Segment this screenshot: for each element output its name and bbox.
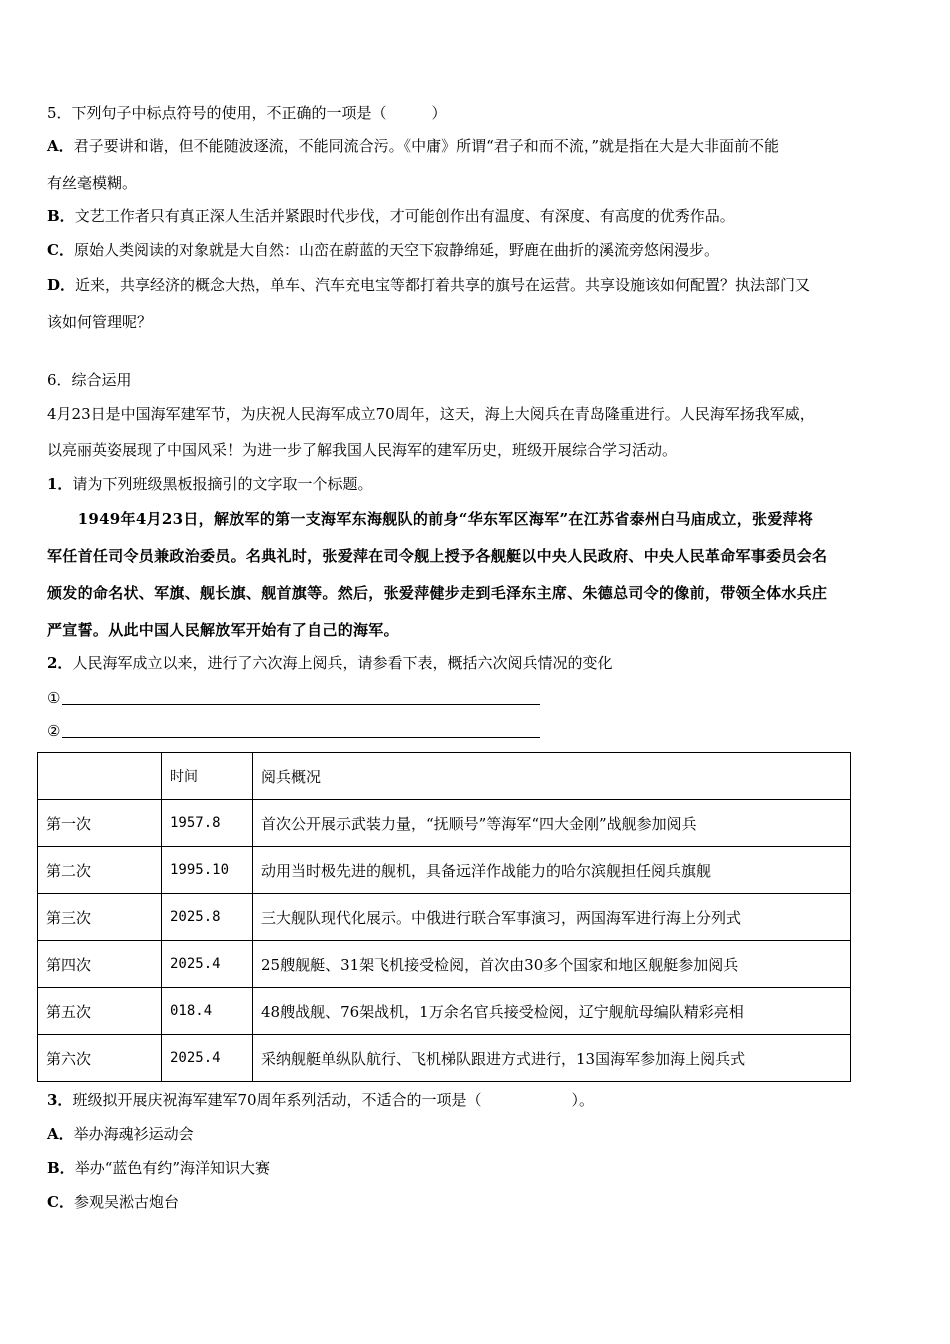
table-cell: 2025.4 <box>162 941 253 988</box>
sub-text: 请为下列班级黑板报摘引的文字取一个标题。 <box>72 475 373 493</box>
option-label: C． <box>47 241 74 259</box>
answer-blank-2[interactable] <box>62 723 540 738</box>
sub-label: 3． <box>47 1091 73 1109</box>
q5-option-b[interactable] <box>47 206 898 226</box>
table-cell: 48艘战舰、76架战机，1万余名官兵接受检阅，辽宁舰航母编队精彩亮相 <box>253 988 851 1035</box>
table-cell: 第二次 <box>38 847 162 894</box>
table-cell: 第五次 <box>38 988 162 1035</box>
table-cell: 动用当时极先进的舰机，具备远洋作战能力的哈尔滨舰担任阅兵旗舰 <box>253 847 851 894</box>
table-header-cell <box>38 753 162 800</box>
table-header-row <box>38 753 851 800</box>
sub-label: 2． <box>47 654 73 672</box>
quote-line-4: 严宣誓。从此中国人民解放军开始有了自己的海军。 <box>47 621 399 639</box>
option-text: 举办海魂衫运动会 <box>73 1125 194 1143</box>
q5-option-a-cont: 有丝毫模糊。 <box>47 174 138 192</box>
table-header-cell: 时间 <box>162 753 253 800</box>
answer-marker-1: ① <box>47 689 61 707</box>
table-header-cell: 阅兵概况 <box>253 753 851 800</box>
quote-line-1: 1949年4月23日，解放军的第一支海军东海舰队的前身“华东军区海军”在江苏省泰州白马庙成立，张爱萍将 <box>47 510 814 528</box>
table-row <box>38 988 851 1035</box>
answer-marker-2: ② <box>47 722 61 740</box>
q6-sub2 <box>47 653 898 673</box>
option-text: 原始人类阅读的对象就是大自然：山峦在蔚蓝的天空下寂静绵延，野鹿在曲折的溪流旁悠闲漫步。 <box>73 241 719 259</box>
q6-sub3-option-c[interactable] <box>47 1192 898 1212</box>
sub-text: 班级拟开展庆祝海军建军70周年系列活动，不适合的一项是（ ）。 <box>72 1091 595 1109</box>
option-label: B． <box>47 207 75 225</box>
q6-sub3-option-a[interactable] <box>47 1124 898 1144</box>
review-table <box>37 752 851 1082</box>
table-cell: 25艘舰艇、31架飞机接受检阅，首次由30多个国家和地区舰艇参加阅兵 <box>253 941 851 988</box>
answer-blank-1[interactable] <box>62 690 540 705</box>
table-row <box>38 1035 851 1082</box>
q6-intro-line2: 以亮丽英姿展现了中国风采！为进一步了解我国人民海军的建军历史，班级开展综合学习活动。 <box>47 441 678 459</box>
quote-line-3: 颁发的命名状、军旗、舰长旗、舰首旗等。然后，张爱萍健步走到毛泽东主席、朱德总司令的像前，带领全体水兵庄 <box>47 584 828 602</box>
table-cell: 第四次 <box>38 941 162 988</box>
table-cell: 三大舰队现代化展示。中俄进行联合军事演习，两国海军进行海上分列式 <box>253 894 851 941</box>
sub-text: 人民海军成立以来，进行了六次海上阅兵，请参看下表，概括六次阅兵情况的变化 <box>72 654 613 672</box>
table-cell: 018.4 <box>162 988 253 1035</box>
table-cell: 2025.8 <box>162 894 253 941</box>
q5-option-c[interactable] <box>47 240 898 260</box>
option-text: 举办“蓝色有约”海洋知识大赛 <box>74 1159 271 1177</box>
option-label: A． <box>47 1125 74 1143</box>
table-row <box>38 847 851 894</box>
q6-heading: 6．综合运用 <box>47 371 132 389</box>
sub-label: 1． <box>47 475 73 493</box>
table-cell: 1995.10 <box>162 847 253 894</box>
option-text: 近来，共享经济的概念大热，单车、汽车充电宝等都打着共享的旗号在运营。共享设施该如何配置？执法部门又 <box>75 276 811 294</box>
option-text: 参观吴淞古炮台 <box>73 1193 179 1211</box>
table-row <box>38 894 851 941</box>
option-text: 君子要讲和谐，但不能随波逐流，不能同流合污。《中庸》所谓“君子和而不流，”就是指在大是大非面前不能 <box>73 137 779 155</box>
q6-sub1 <box>47 474 898 494</box>
q5-option-a[interactable] <box>47 136 898 156</box>
q6-sub3 <box>47 1090 898 1110</box>
table-cell: 1957.8 <box>162 800 253 847</box>
table-cell: 第三次 <box>38 894 162 941</box>
q6-sub3-option-b[interactable] <box>47 1158 898 1178</box>
table-cell: 2025.4 <box>162 1035 253 1082</box>
table-cell: 第一次 <box>38 800 162 847</box>
option-text: 文艺工作者只有真正深人生活并紧跟时代步伐，才可能创作出有温度、有深度、有高度的优秀作品。 <box>74 207 735 225</box>
q6-intro-line1: 4月23日是中国海军建军节，为庆祝人民海军成立70周年，这天，海上大阅兵在青岛隆重进行。人民海军扬我军威， <box>47 405 815 423</box>
option-label: B． <box>47 1159 75 1177</box>
q5-option-d[interactable] <box>47 275 898 295</box>
q5-stem: 5．下列句子中标点符号的使用，不正确的一项是（ ） <box>47 104 447 122</box>
option-label: D． <box>47 276 76 294</box>
table-cell: 采纳舰艇单纵队航行、飞机梯队跟进方式进行，13国海军参加海上阅兵式 <box>253 1035 851 1082</box>
option-label: A． <box>47 137 74 155</box>
table-row <box>38 800 851 847</box>
option-label: C． <box>47 1193 74 1211</box>
quote-line-2: 军任首任司令员兼政治委员。名典礼时，张爱萍在司令舰上授予各舰艇以中央人民政府、中央人民革命军事委员会名 <box>47 547 828 565</box>
table-cell: 首次公开展示武装力量，“抚顺号”等海军“四大金刚”战舰参加阅兵 <box>253 800 851 847</box>
table-row <box>38 941 851 988</box>
q5-option-d-cont: 该如何管理呢？ <box>47 313 153 331</box>
table-cell: 第六次 <box>38 1035 162 1082</box>
